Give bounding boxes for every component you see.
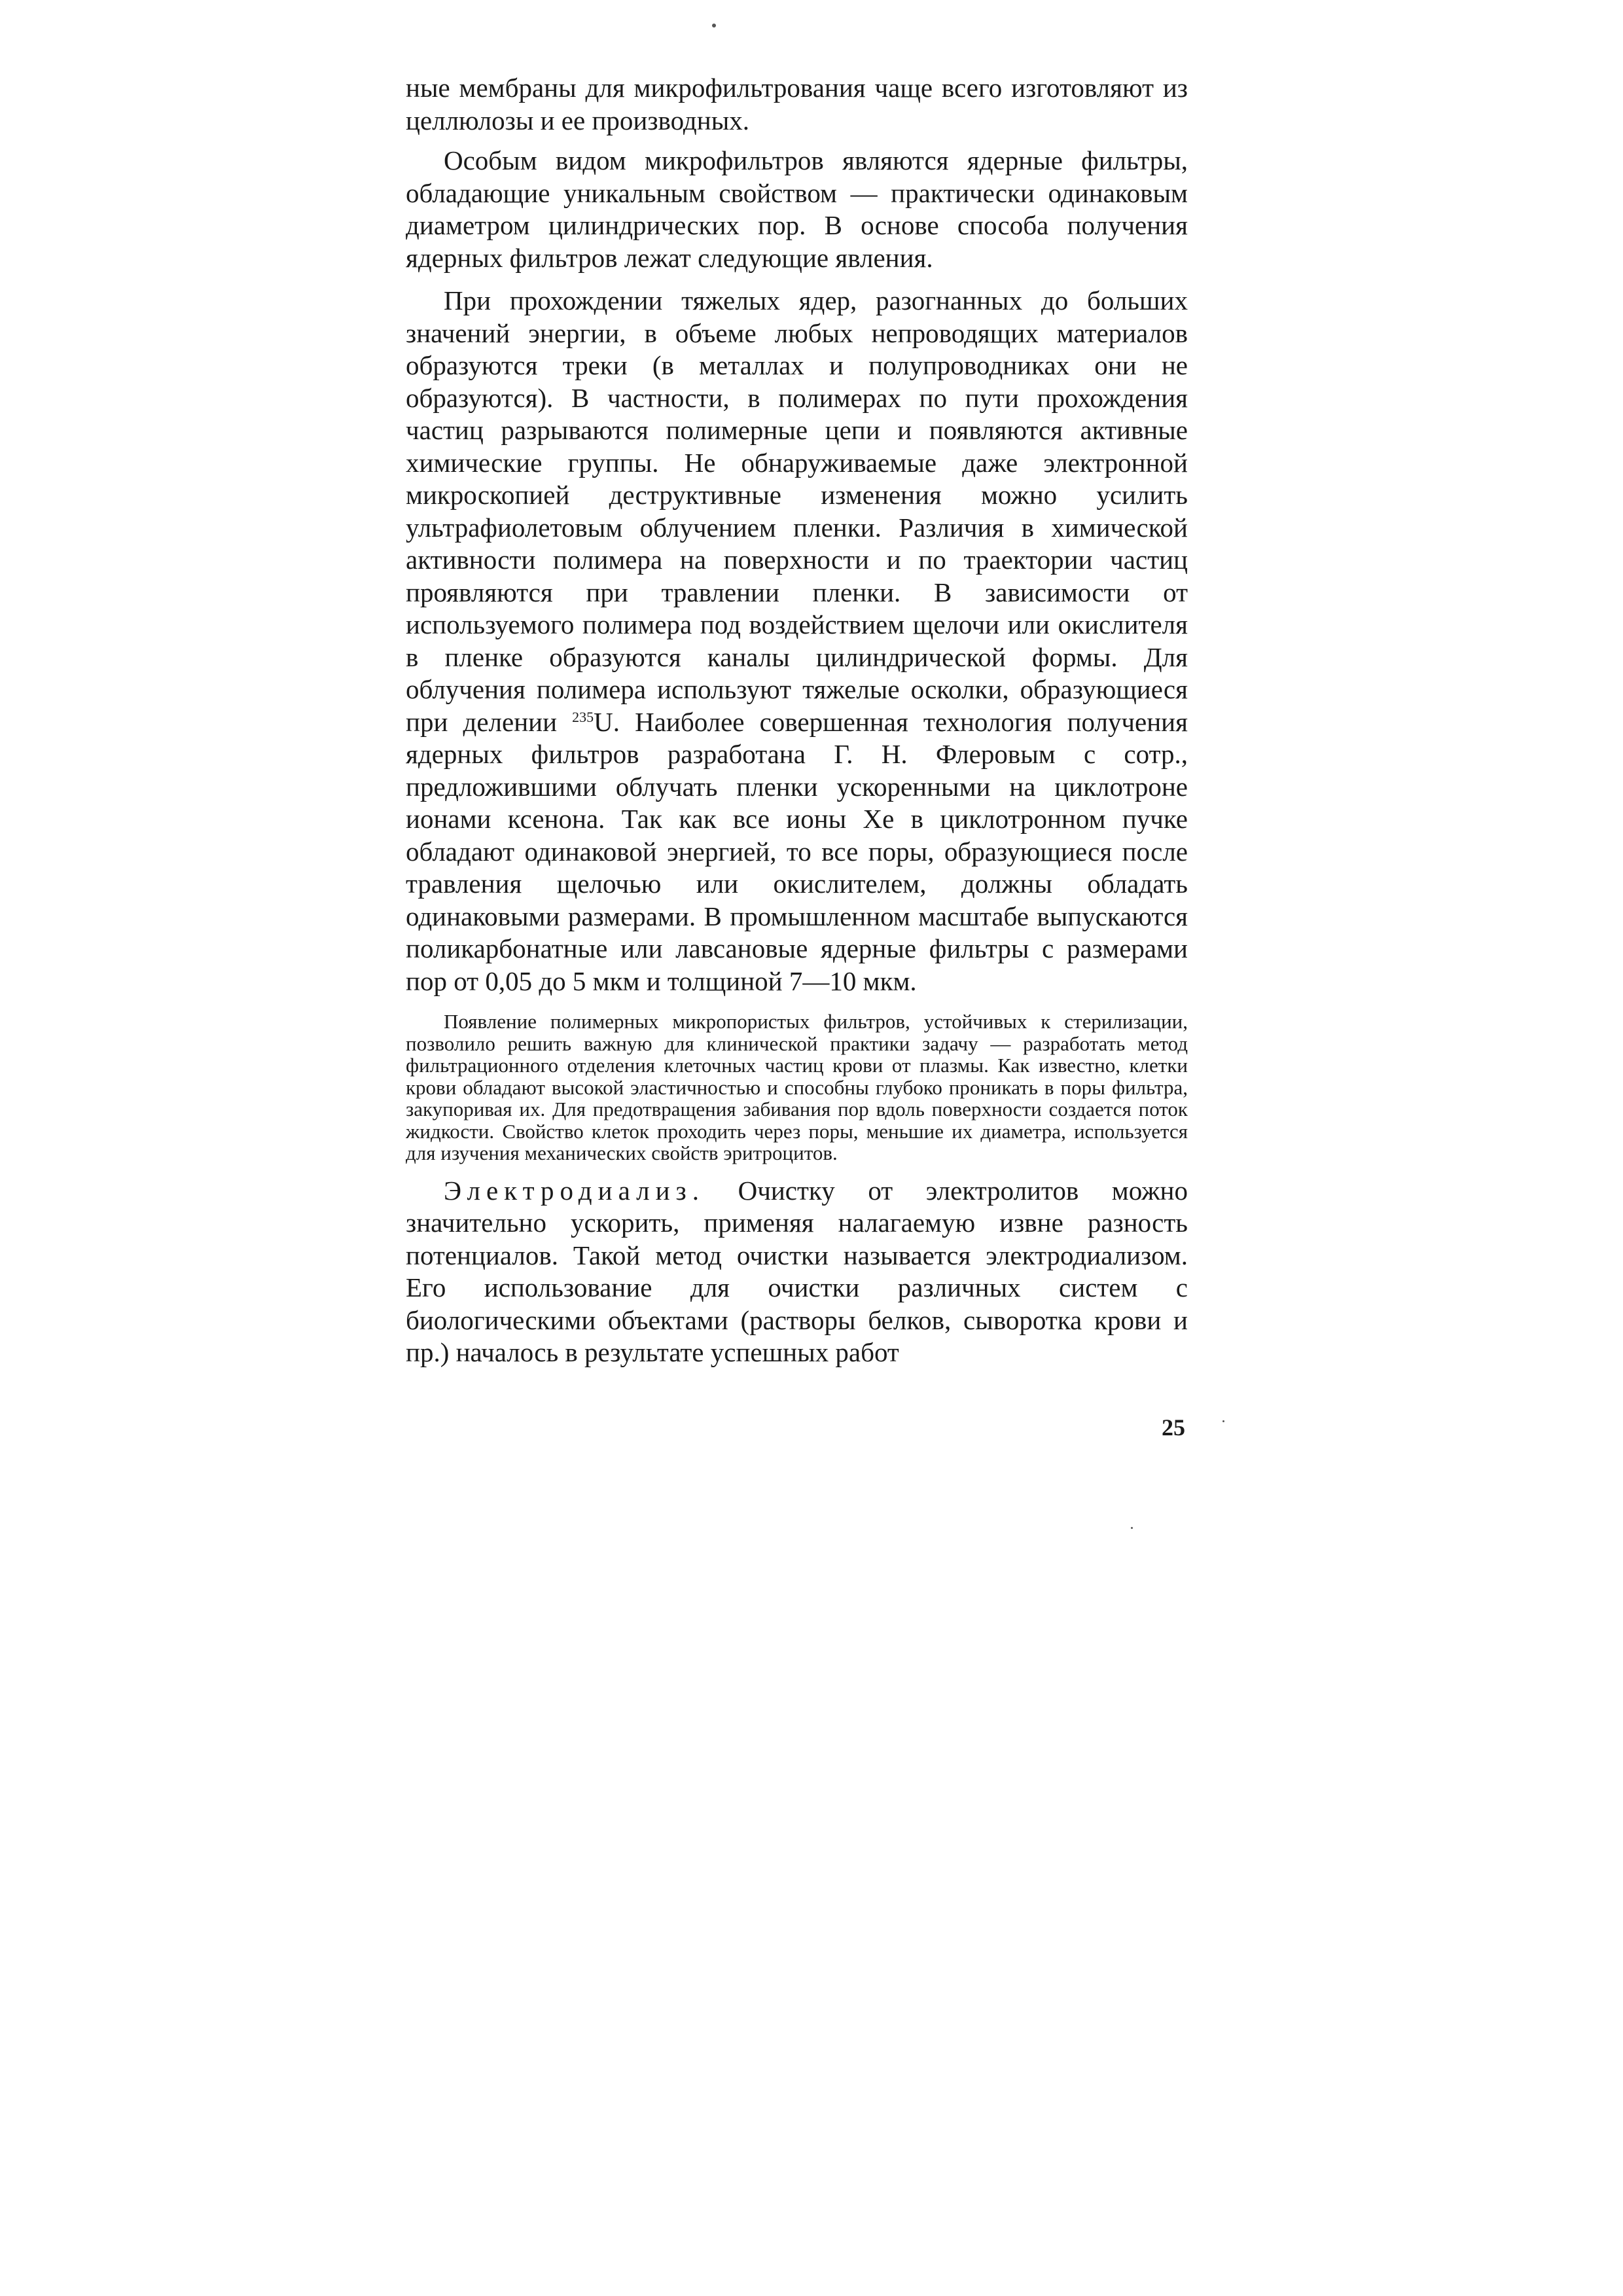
term-electrodialysis: Электродиализ.	[444, 1175, 705, 1206]
paragraph-tracks	[406, 285, 1188, 997]
isotope-mass-number: 235	[572, 708, 594, 725]
note-text: Появление полимерных микропористых фильтров, устойчивых к стерилизации, позволило решить важную для клинической практики задачу — разработать метод фильтрационного отделения клеточных частиц крови от плазмы. Как известно, клетки крови обладают высокой эластичностью и способны глубоко проникать в поры фильтра, закупоривая их. Для предотвращения забивания пор вдоль поверхности создается поток жидкости. Свойство клеток проходить через поры, меньшие их диаметра, используется для изучения механических свойств эритроцитов.	[406, 1010, 1188, 1164]
page-text-block	[406, 72, 1188, 1369]
paragraph-nuclear-filters	[406, 145, 1188, 274]
paragraph-text: При прохождении тяжелых ядер, разогнанных до больших значений энергии, в объеме любых непроводящих материалов образуются треки (в металлах и полупроводниках они не образуются). В частности, в полимерах по пути прохождения частиц разрываются полимерные цепи и появляются активные химические группы. Не обнаруживаемые даже электронной микроскопией деструктивные изменения можно усилить ультрафиолетовым облучением пленки. Различия в химической активности полимера на поверхности и по траектории частиц проявляются при травлении пленки. В зависимости от используемого полимера под воздействием щелочи или окислителя в пленке образуются каналы цилиндрической формы. Для облучения полимера используют тяжелые осколки, образующиеся при делении	[406, 285, 1188, 737]
paragraph-text-continued: U. Наиболее совершенная технология получения ядерных фильтров разработана Г. Н. Флеровым с сотр., предложившими облучать пленки ускоренными на циклотроне ионами ксенона. Так как все ионы Xe в циклотронном пучке обладают одинаковой энергией, то все поры, образующиеся после травления щелочью или окислителем, должны обладать одинаковыми размерами. В промышленном масштабе выпускаются поликарбонатные или лавсановые ядерные фильтры с размерами пор от 0,05 до 5 мкм и толщиной 7—10 мкм.	[406, 706, 1188, 996]
scan-speck	[1222, 1420, 1224, 1422]
paragraph-text: Очистку от электролитов можно значительно ускорить, применяя налагаемую извне разность потенциалов. Такой метод очистки называется электродиализом. Его использование для очистки различных систем с биологическими объектами (растворы белков, сыворотка крови и пр.) началось в результате успешных работ	[406, 1175, 1188, 1367]
paragraph-text: ные мембраны для микрофильтрования чаще всего изготовляют из целлюлозы и ее производных.	[406, 73, 1188, 135]
small-print-note	[406, 1011, 1188, 1164]
scan-speck	[712, 24, 716, 27]
paragraph-membranes	[406, 72, 1188, 137]
paragraph-text: Особым видом микрофильтров являются ядерные фильтры, обладающие уникальным свойством — практически одинаковым диаметром цилиндрических пор. В основе способа получения ядерных фильтров лежат следующие явления.	[406, 145, 1188, 273]
scan-speck	[1131, 1527, 1133, 1529]
paragraph-electrodialysis	[406, 1175, 1188, 1369]
page-number: 25	[1162, 1414, 1185, 1441]
